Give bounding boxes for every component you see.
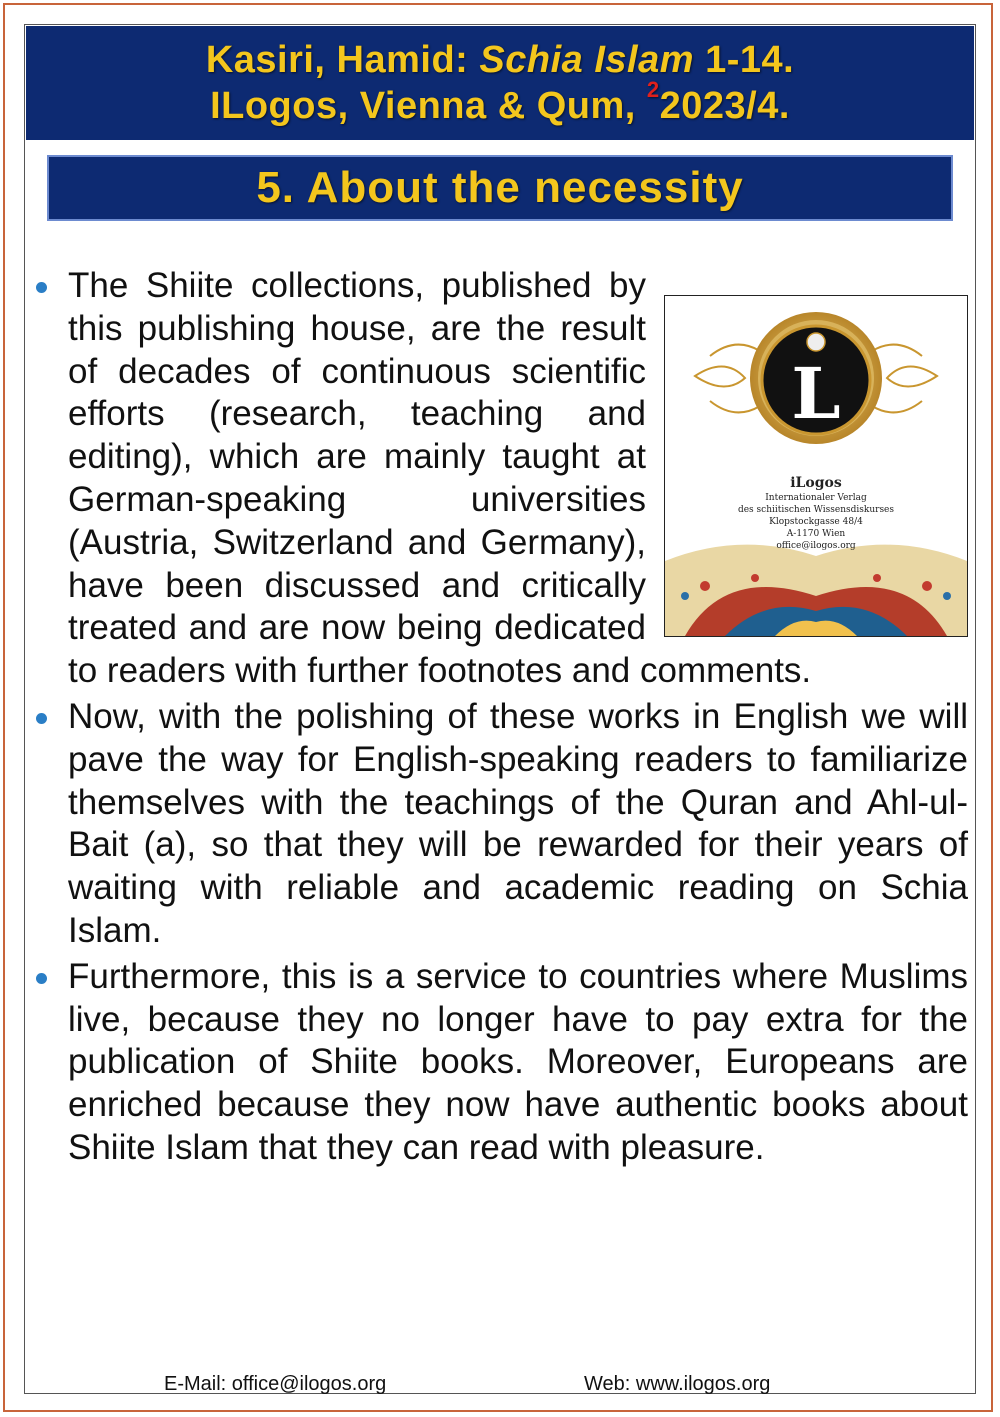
edition-superscript: 2 — [646, 77, 660, 102]
title-book: Schia Islam — [479, 39, 695, 81]
title-banner — [26, 26, 974, 140]
bullet-paragraph-1 — [68, 265, 968, 693]
bullet-icon — [36, 973, 47, 984]
footer-web-link[interactable]: Web: www.ilogos.org — [584, 1373, 771, 1395]
publisher-city: A-1170 Wien — [786, 529, 846, 539]
section-heading — [47, 155, 953, 221]
paragraph-text: Furthermore, this is a service to countries where Muslims live, because they no longer have to pay extra for the publication of Shiite books. Moreover, Europeans are enriched because they now have authentic books about Shiite Islam that they can read with pleasure. — [68, 956, 968, 1167]
footer — [0, 1373, 1000, 1397]
paragraph-text: Now, with the polishing of these works in English we will pave the way for English-speaking readers to familiarize themselves with the teachings of the Quran and Ahl-ul-Bait (a), so that they will be rewarded for their years of waiting with reliable and academic reading on Schia Islam. — [68, 696, 968, 950]
title-volumes: 1-14. — [694, 39, 795, 81]
logo-letter: L — [791, 352, 841, 435]
publisher-email: office@ilogos.org — [776, 541, 856, 551]
content-body — [68, 265, 968, 1170]
title-line-2 — [210, 77, 790, 129]
publisher-line-2: des schiitischen Wissensdiskurses — [737, 505, 895, 515]
bullet-icon — [36, 713, 47, 724]
title-publisher: ILogos, Vienna & Qum, — [210, 85, 647, 127]
footer-email-link[interactable]: E-Mail: office@ilogos.org — [164, 1373, 387, 1395]
paragraph-text: The Shiite collections, published by this publishing house, are the result of decades of continuous scientific efforts (research, teaching and editing), which are mainly taught at German-speaking universities (Austria, Switzerland and Germany), have been discussed and critically treated and are now being dedicated to readers with further footnotes and comments. — [68, 266, 812, 691]
bullet-paragraph-2 — [68, 696, 968, 953]
publisher-address: Klopstockgasse 48/4 — [769, 517, 863, 527]
title-author: Kasiri, Hamid: — [205, 39, 480, 81]
publisher-line-1: Internationaler Verlag — [765, 493, 867, 503]
publisher-brand: iLogos — [790, 475, 842, 491]
section-title: 5. About the necessity — [256, 163, 744, 212]
bullet-icon — [36, 282, 47, 293]
bullet-paragraph-3 — [68, 956, 968, 1170]
title-year: 2023/4. — [659, 85, 790, 127]
title-line-1 — [206, 37, 794, 83]
